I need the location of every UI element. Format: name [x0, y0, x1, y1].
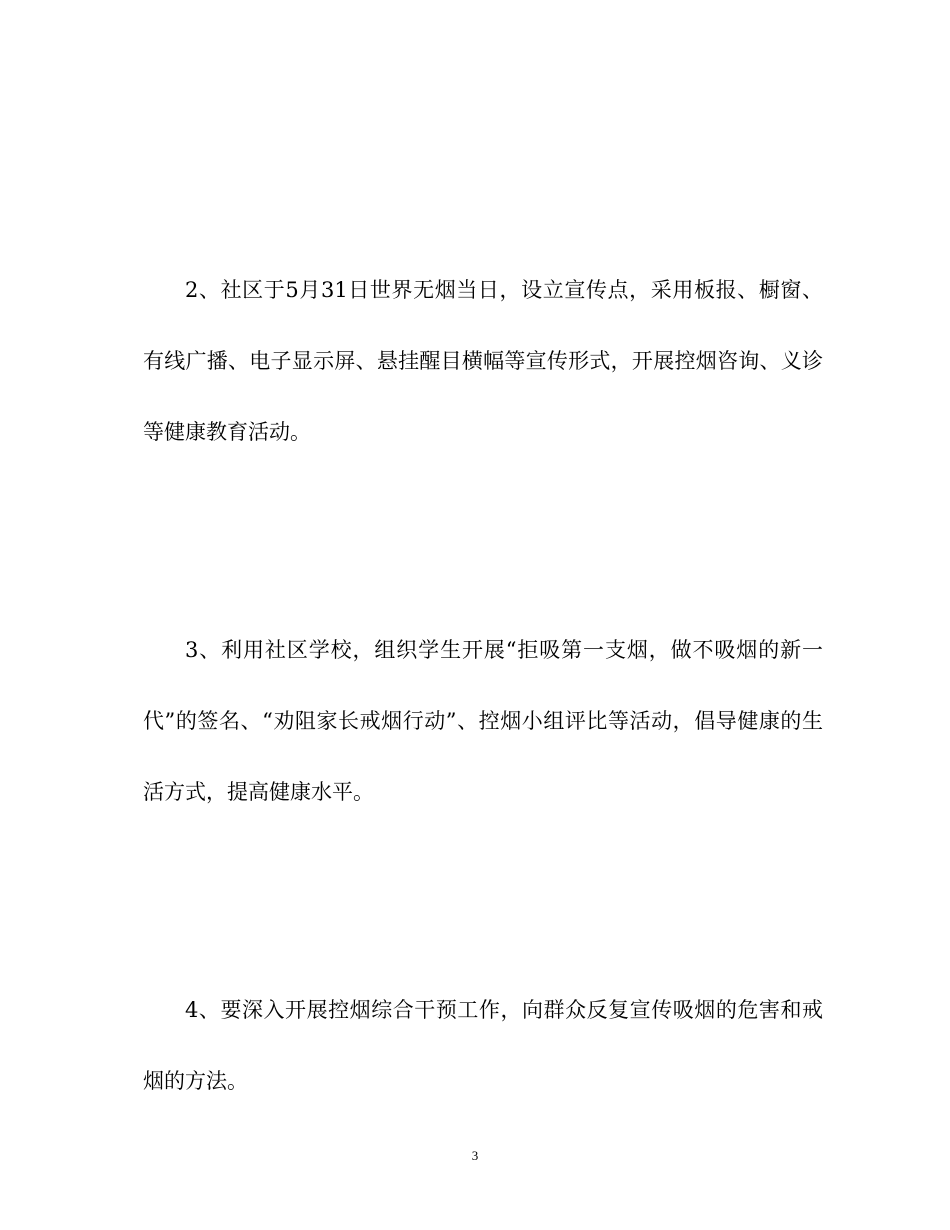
- paragraph-3: 3、利用社区学校，组织学生开展“拒吸第一支烟，做不吸烟的新一代”的签名、“劝阻家长戒烟行动”、控烟小组评比等活动，倡导健康的生活方式，提高健康水平。: [143, 638, 823, 804]
- paragraph-2: 2、社区于5月31日世界无烟当日，设立宣传点，采用板报、橱窗、有线广播、电子显示屏、悬挂醒目横幅等宣传形式，开展控烟咨询、义诊等健康教育活动。: [143, 278, 823, 444]
- page-number: 3: [471, 1148, 479, 1163]
- paragraph-4: 4、要深入开展控烟综合干预工作，向群众反复宣传吸烟的危害和戒烟的方法。: [143, 998, 823, 1093]
